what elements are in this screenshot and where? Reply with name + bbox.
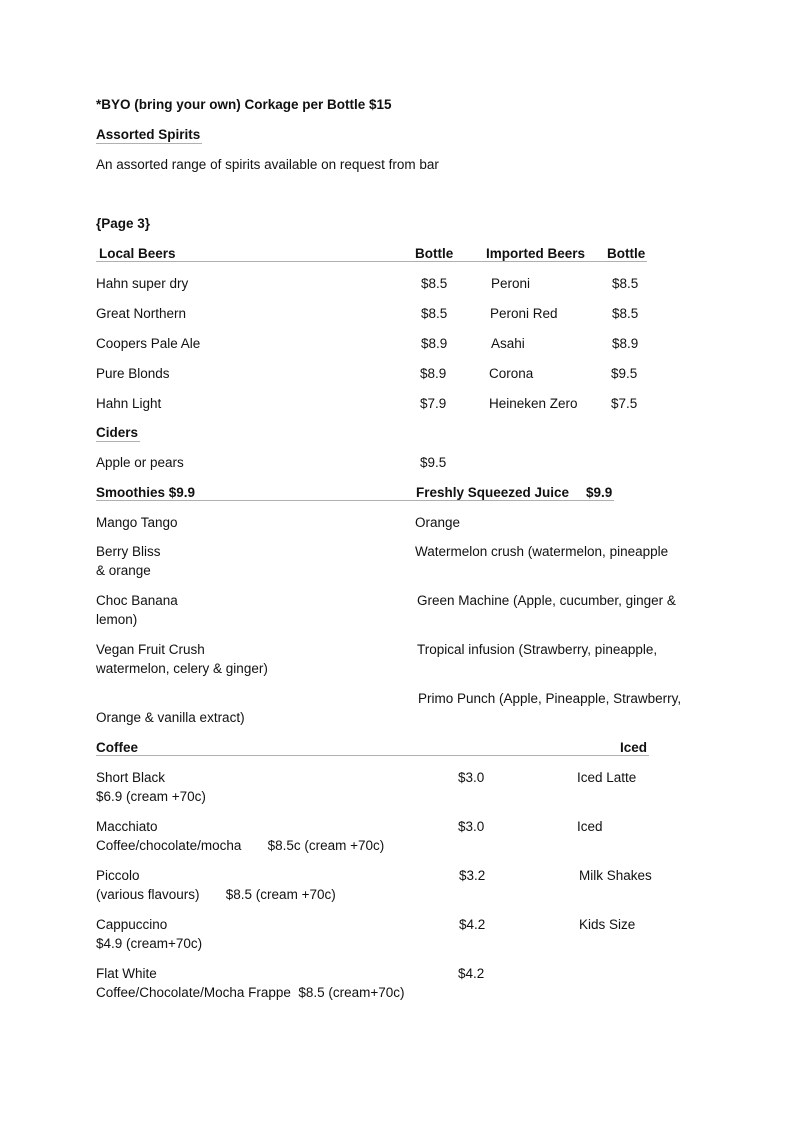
juice-name: Primo Punch (Apple, Pineapple, Strawberry, [418, 691, 682, 706]
local-bottle-heading: Bottle [415, 246, 454, 261]
coffee-price: $3.2 [459, 868, 486, 883]
imported-beers-heading: Imported Beers [486, 246, 586, 261]
juice-name: Orange [415, 515, 461, 530]
local-beer-name: Hahn super dry [96, 276, 189, 291]
juice-name: Green Machine (Apple, cucumber, ginger & [417, 593, 676, 608]
local-beers-heading: Local Beers [99, 246, 176, 261]
local-beer-price: $8.5 [421, 276, 448, 291]
imported-beer-name: Heineken Zero [489, 396, 578, 411]
coffee-price: $4.2 [459, 917, 486, 932]
smoothie-name: Choc Banana [96, 593, 178, 608]
coffee-price: $3.0 [458, 770, 485, 785]
imported-beer-name: Peroni Red [490, 306, 558, 321]
juice-name: Watermelon crush (watermelon, pineapple [415, 544, 669, 559]
coffee-name: Piccolo [96, 868, 140, 883]
coffee-wrap-line: $4.9 (cream+70c) [96, 936, 203, 951]
coffee-wrap-line: Coffee/chocolate/mocha $8.5c (cream +70c) [96, 838, 385, 853]
juice-description-wrap: Orange & vanilla extract) [96, 710, 245, 725]
smoothie-name: Mango Tango [96, 515, 178, 530]
imported-beer-name: Peroni [491, 276, 531, 291]
cider-price: $9.5 [420, 455, 447, 470]
local-beer-price: $8.9 [421, 336, 448, 351]
coffee-wrap-line: Coffee/Chocolate/Mocha Frappe $8.5 (cream+70c) [96, 985, 405, 1000]
iced-item: Milk Shakes [579, 868, 652, 883]
spirits-heading-underline [96, 143, 202, 144]
coffee-price: $3.0 [458, 819, 485, 834]
iced-item: Iced [577, 819, 603, 834]
local-beer-price: $7.9 [420, 396, 447, 411]
imported-beer-price: $7.5 [611, 396, 638, 411]
cider-name: Apple or pears [96, 455, 184, 470]
local-beer-name: Hahn Light [96, 396, 162, 411]
imported-beer-price: $8.5 [612, 276, 639, 291]
spirits-heading: Assorted Spirits [96, 127, 201, 142]
juice-price: $9.9 [586, 485, 613, 500]
page-marker: {Page 3} [96, 216, 151, 231]
ciders-heading: Ciders [96, 425, 139, 440]
beers-heading-underline [96, 261, 647, 262]
imported-beer-price: $9.5 [611, 366, 638, 381]
coffee-heading: Coffee [96, 740, 139, 755]
local-beer-name: Great Northern [96, 306, 187, 321]
smoothie-name: Vegan Fruit Crush [96, 642, 205, 657]
spirits-description: An assorted range of spirits available on request from bar [96, 157, 439, 172]
iced-item: Iced Latte [577, 770, 637, 785]
byo-corkage-note: *BYO (bring your own) Corkage per Bottle $15 [96, 97, 392, 112]
imported-beer-name: Asahi [491, 336, 525, 351]
juice-description-wrap: lemon) [96, 612, 138, 627]
juice-heading: Freshly Squeezed Juice [416, 485, 570, 500]
coffee-name: Short Black [96, 770, 166, 785]
coffee-wrap-line: $6.9 (cream +70c) [96, 789, 206, 804]
local-beer-price: $8.5 [421, 306, 448, 321]
coffee-price: $4.2 [458, 966, 485, 981]
ciders-heading-underline [96, 441, 140, 442]
smoothie-name: Berry Bliss [96, 544, 161, 559]
coffee-name: Macchiato [96, 819, 158, 834]
coffee-name: Flat White [96, 966, 157, 981]
coffee-heading-underline [96, 755, 649, 756]
imported-bottle-heading: Bottle [607, 246, 646, 261]
local-beer-name: Coopers Pale Ale [96, 336, 201, 351]
imported-beer-name: Corona [489, 366, 534, 381]
coffee-wrap-line: (various flavours) $8.5 (cream +70c) [96, 887, 336, 902]
local-beer-name: Pure Blonds [96, 366, 170, 381]
smoothies-heading: Smoothies $9.9 [96, 485, 196, 500]
iced-heading: Iced [620, 740, 648, 755]
juice-description-wrap: & orange [96, 563, 151, 578]
local-beer-price: $8.9 [420, 366, 447, 381]
coffee-name: Cappuccino [96, 917, 168, 932]
juice-name: Tropical infusion (Strawberry, pineapple, [417, 642, 658, 657]
imported-beer-price: $8.9 [612, 336, 639, 351]
smoothies-heading-underline [96, 500, 614, 501]
iced-item: Kids Size [579, 917, 636, 932]
imported-beer-price: $8.5 [612, 306, 639, 321]
juice-description-wrap: watermelon, celery & ginger) [96, 661, 268, 676]
